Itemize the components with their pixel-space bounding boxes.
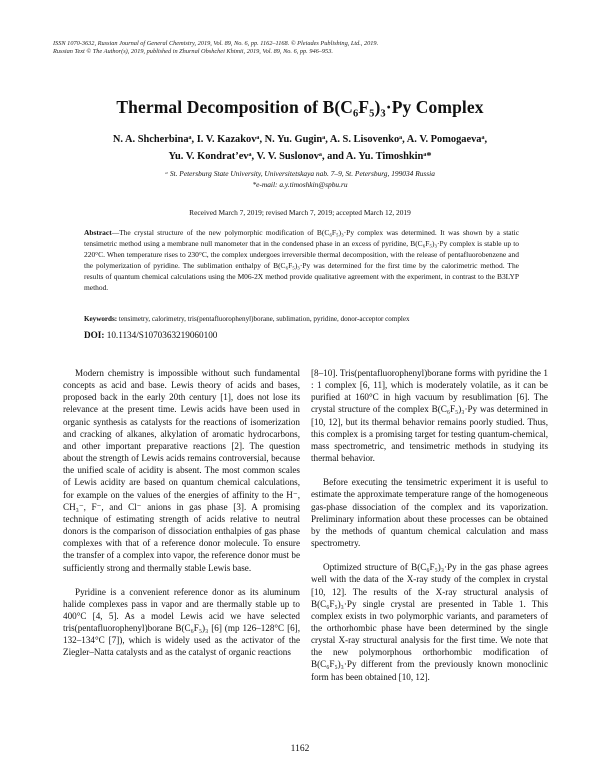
body-right-column [311, 367, 548, 695]
abstract-label: Abstract [84, 228, 112, 237]
paragraph: Optimized structure of B(C₆F₅)₃·Py in the gas phase agrees well with the data of the X-ray study of the complex in crystal [10, 12]. The results of the X-ray structural analysis of B(C₆F₅)₃·Py single crystal are presented in Table 1. This complex exists in two polymorphic variants, and parameters of the orthorhombic phase have been determined by the single crystal X-ray structural analysis for the first time. We note that the new polymorphous orthorhombic modification of B(C₆F₅)₃·Py different from the previously known monoclinic form has been obtained [10, 12]. [311, 562, 548, 682]
journal-header-line-1: ISSN 1070-3632, Russian Journal of General Chemistry, 2019, Vol. 89, No. 6, pp. 1162–1168. © Pleiades Publishing, Ltd., 2019. [53, 40, 379, 47]
paragraph: Pyridine is a convenient reference donor as its aluminum halide complexes pass in vapor and are thermally stable up to 400°C [4, 5]. As a model Lewis acid we have selected tris(pentafluorophenyl)borane B(C₆F₅)₃ [6] (mp 126–128°C [6], 132–134°C [7]), which is widely used as the activator of the Ziegler–Natta catalysts and as the catalyst of organic reactions [63, 586, 300, 658]
journal-header [53, 40, 553, 57]
abstract [84, 228, 519, 293]
doi [84, 330, 519, 340]
received-dates: Received March 7, 2019; revised March 7, 2019; accepted March 12, 2019 [189, 208, 411, 217]
doi-label: DOI: [84, 330, 105, 340]
paragraph: [8–10]. Tris(pentafluorophenyl)borane forms with pyridine the 1 : 1 complex [6, 11], which is moderately volatile, as it can be purified at 160°C in high vacuum by resublimation [6]. The crystal structure of the complex B(C₆F₅)₃·Py was determined in [10, 12], but its thermal behavior remains poorly studied. Thus, this complex is a promising target for testing quantum-chemical, mass spectrometric, and tensimetric methods in studying its thermal behavior. [311, 368, 548, 464]
author-line-1: N. A. Shcherbinaᵃ, I. V. Kazakovᵃ, N. Yu. Guginᵃ, A. S. Lisovenkoᵃ, A. V. Pomogaevaᵃ, [112, 134, 488, 145]
doi-value: 10.1134/S1070363219060100 [104, 330, 218, 340]
abstract-text: —The crystal structure of the new polymorphic modification of B(C₆F₅)₃·Py complex was determined. It was shown by a static tensimetric method using a membrane null manometer that in the condensed phase in an excess of pyridine, B(C₆F₅)₃·Py complex is stable up to 220°C. When temperature rises to 230°C, the complex undergoes irreversible thermal decomposition, with the release of pentafluorobenzene and the polymerization of pyridine. The sublimation enthalpy of B(C₆F₅)₃·Py was determined for the first time by the calorimetric method. The results of quantum chemical calculations using the M06-2X method provide qualitative agreement with the experiment, in contrast to the B3LYP method. [84, 228, 519, 292]
paragraph: Before executing the tensimetric experiment it is useful to estimate the approximate temperature range of the homogeneous gas-phase dissociation of the complex and its vaporization. Preliminary information about these processes can be obtained by the methods of quantum chemical calculation and mass spectrometry. [311, 477, 548, 549]
keywords-label: Keywords: [84, 315, 118, 323]
keywords-text: tensimetry, calorimetry, tris(pentafluorophenyl)borane, sublimation, pyridine, donor-acceptor complex [117, 315, 410, 323]
body-left-column [63, 367, 300, 671]
journal-header-line-2: Russian Text © The Author(s), 2019, published in Zhurnal Obshchei Khimii, 2019, Vol. 89, No. 6, pp. 946–953. [53, 48, 333, 56]
affiliation-address: ᵃ St. Petersburg State University, Universitetskaya nab. 7–9, St. Petersburg, 199034 Russia [165, 169, 435, 178]
paragraph: Modern chemistry is impossible without such fundamental concepts as acid and base. Lewis theory of acids and bases, proposed back in the early 20th century [1], does not lose its relevance at the present time. Lewis acids have been used in organic synthesis as catalysts for the reactions of isomerization and cracking of alkanes, alkylation of aromatic hydrocarbons, and other important preparative reactions [2]. The question about the strength of Lewis acids remains controversial, because the unified scale of acidity is absent. The most common scales of Lewis acidity are based on quantum chemical calculations, for example on the values of the energies of affinity to the H⁻, CH₃⁻, F⁻, and Cl⁻ anions in gas phase [3]. A promising technique of estimating strength of acids relative to neutral donors is the comparison of dissociation enthalpies of gas phase complexes with that of a reference donor molecule. To ensure the transfer of a complex into vapor, the reference donor must be sufficiently strong and thermally stable Lewis base. [63, 368, 300, 573]
keywords [84, 314, 519, 324]
corresponding-email: *e-mail: a.y.timoshkin@spbu.ru [252, 179, 348, 189]
affiliation [60, 169, 540, 190]
page-number: 1162 [290, 744, 310, 754]
author-list [60, 131, 540, 165]
article-title: Thermal Decomposition of B(C₆F₅)₃·Py Complex [116, 97, 484, 117]
author-line-2: Yu. V. Kondrat’evᵃ, V. V. Suslonovᵃ, and A. Yu. Timoshkinᵃ* [168, 151, 432, 162]
